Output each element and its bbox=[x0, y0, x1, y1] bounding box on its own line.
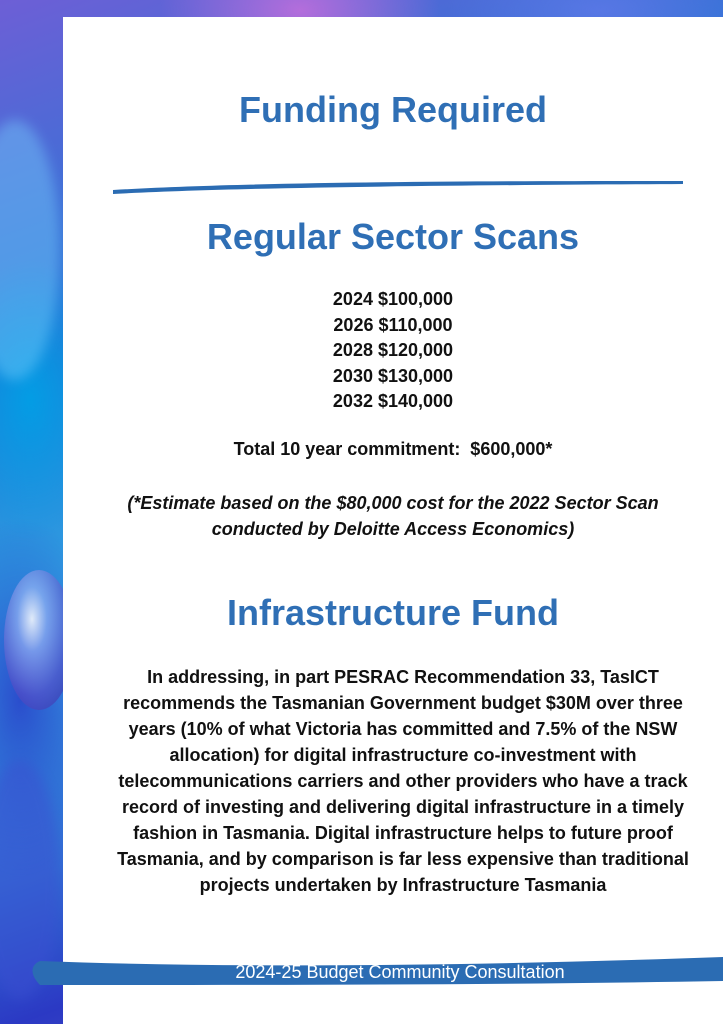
section-title-sector-scans: Regular Sector Scans bbox=[206, 216, 580, 257]
cost-amount: $110,000 bbox=[378, 314, 453, 335]
page-title: Funding Required bbox=[239, 89, 547, 130]
cost-item bbox=[63, 338, 723, 364]
cost-year: 2030 bbox=[332, 365, 373, 386]
cost-list bbox=[63, 287, 723, 415]
cost-item bbox=[63, 389, 723, 415]
infrastructure-paragraph: In addressing, in part PESRAC Recommendation 33, TasICT recommends the Tasmanian Government budget $30M over three years (10% of what Victoria has committed and 7.5% of the NSW allocation) for digital infrastructure co-investment with telecommunications carriers and other providers who have a track record of investing and delivering digital infrastructure in a timely fashion in Tasmania. Digital infrastructure helps to future proof Tasmania, and by comparison is far less expensive than traditional projects undertaken by Infrastructure Tasmania bbox=[117, 667, 689, 895]
document-page bbox=[63, 17, 723, 1024]
cost-item bbox=[63, 287, 723, 313]
cost-amount: $140,000 bbox=[377, 391, 454, 411]
cost-item bbox=[63, 364, 723, 390]
footer-text: 2024-25 Budget Community Consultation bbox=[235, 962, 565, 982]
cost-amount: $130,000 bbox=[377, 365, 454, 386]
background-swirl bbox=[0, 120, 60, 380]
total-commitment: Total 10 year commitment: $600,000* bbox=[233, 439, 553, 459]
cost-amount: $100,000 bbox=[377, 289, 454, 309]
title-divider bbox=[111, 177, 685, 199]
cost-year: 2026 bbox=[333, 314, 374, 335]
cost-year: 2032 bbox=[332, 391, 373, 411]
cost-year: 2024 bbox=[332, 289, 373, 309]
estimate-note: (*Estimate based on the $80,000 cost for the 2022 Sector Scan conducted by Deloitte Access Economics) bbox=[127, 493, 659, 539]
section-title-infrastructure-fund: Infrastructure Fund bbox=[226, 592, 559, 633]
cost-year: 2028 bbox=[332, 340, 373, 360]
cost-item bbox=[63, 313, 723, 339]
cost-amount: $120,000 bbox=[377, 340, 454, 360]
